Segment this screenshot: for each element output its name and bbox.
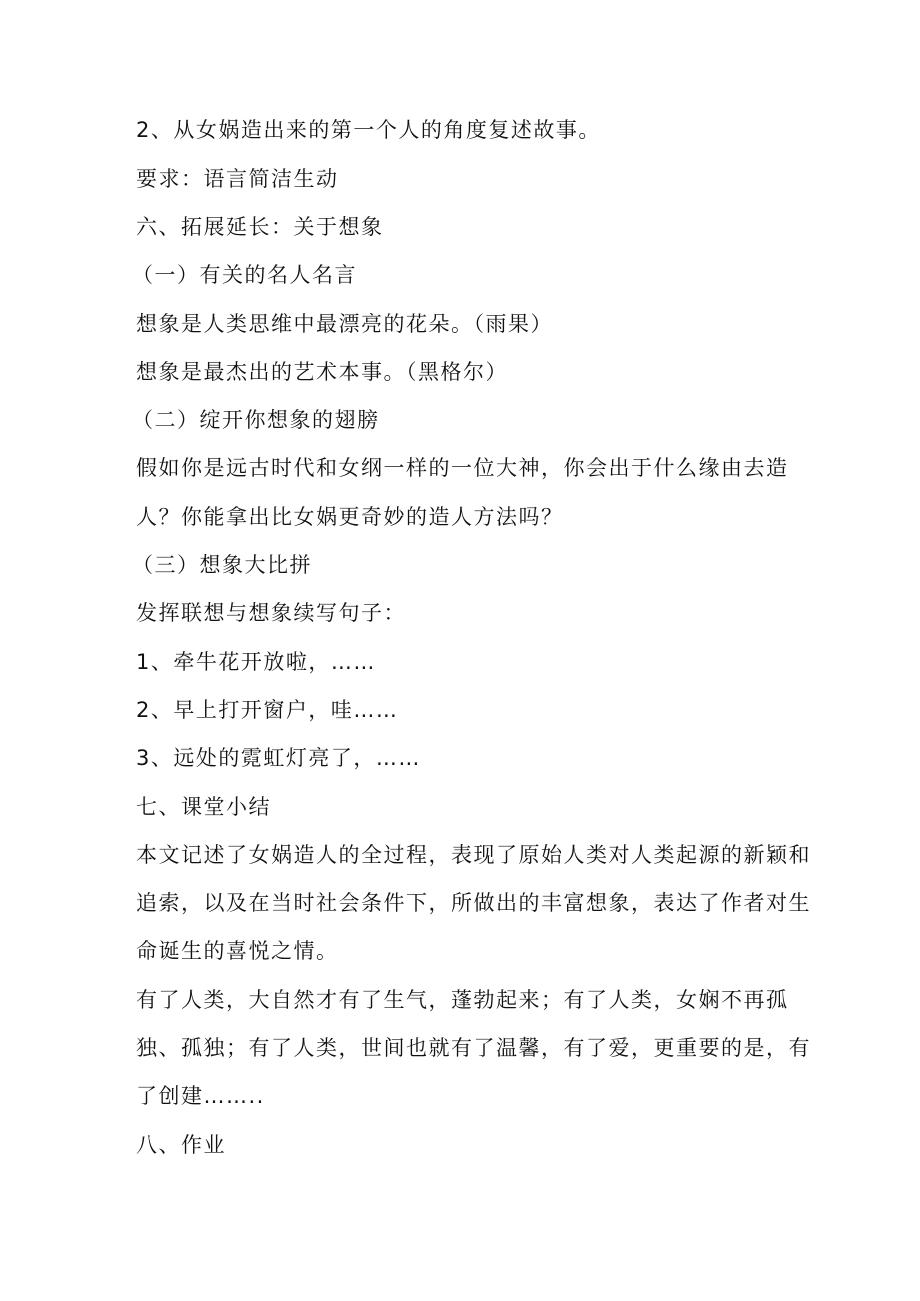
subsection-wings-heading: （二）绽开你想象的翅膀 [132,408,380,432]
requirement: 要求：语言简洁生动 [136,167,339,191]
quote-hugo: 想象是人类思维中最漂亮的花朵。（雨果） [136,312,553,336]
section-seven-heading: 七、课堂小结 [136,795,271,819]
closing-line-2: 独、孤独；有了人类，世间也就有了温馨，有了爱，更重要的是，有 [136,1036,811,1060]
continue-sentences-instruction: 发挥联想与想象续写句子： [136,601,406,625]
sentence-item-3: 3、远处的霓虹灯亮了，…… [136,746,421,770]
section-eight-heading: 八、作业 [136,1133,226,1157]
subsection-contest-heading: （三）想象大比拼 [132,553,312,577]
summary-line-2: 追索，以及在当时社会条件下，所做出的丰富想象，表达了作者对生 [136,891,811,915]
quote-hegel: 想象是最杰出的艺术本事。（黑格尔） [136,360,508,384]
sentence-item-1: 1、牵牛花开放啦，…… [136,650,376,674]
summary-line-1: 本文记述了女娲造人的全过程，表现了原始人类对人类起源的新颖和 [136,843,811,867]
sentence-item-2: 2、早上打开窗户，哇…… [136,698,399,722]
summary-line-3: 命诞生的喜悦之情。 [136,939,339,963]
closing-line-1: 有了人类，大自然才有了生气，蓬勃起来；有了人类，女娴不再孤 [136,988,789,1012]
paragraph-imagine-line-2: 人？你能拿出比女娲更奇妙的造人方法吗？ [136,505,564,529]
subsection-quotes-heading: （一）有关的名人名言 [132,263,357,287]
closing-line-3: 了创建…….. [136,1084,265,1108]
section-six-heading: 六、拓展延长：关于想象 [136,215,384,239]
paragraph-imagine-line-1: 假如你是远古时代和女纲一样的一位大神，你会出于什么缘由去造 [136,456,789,480]
retell-task: 2、从女娲造出来的第一个人的角度复述故事。 [136,118,601,142]
